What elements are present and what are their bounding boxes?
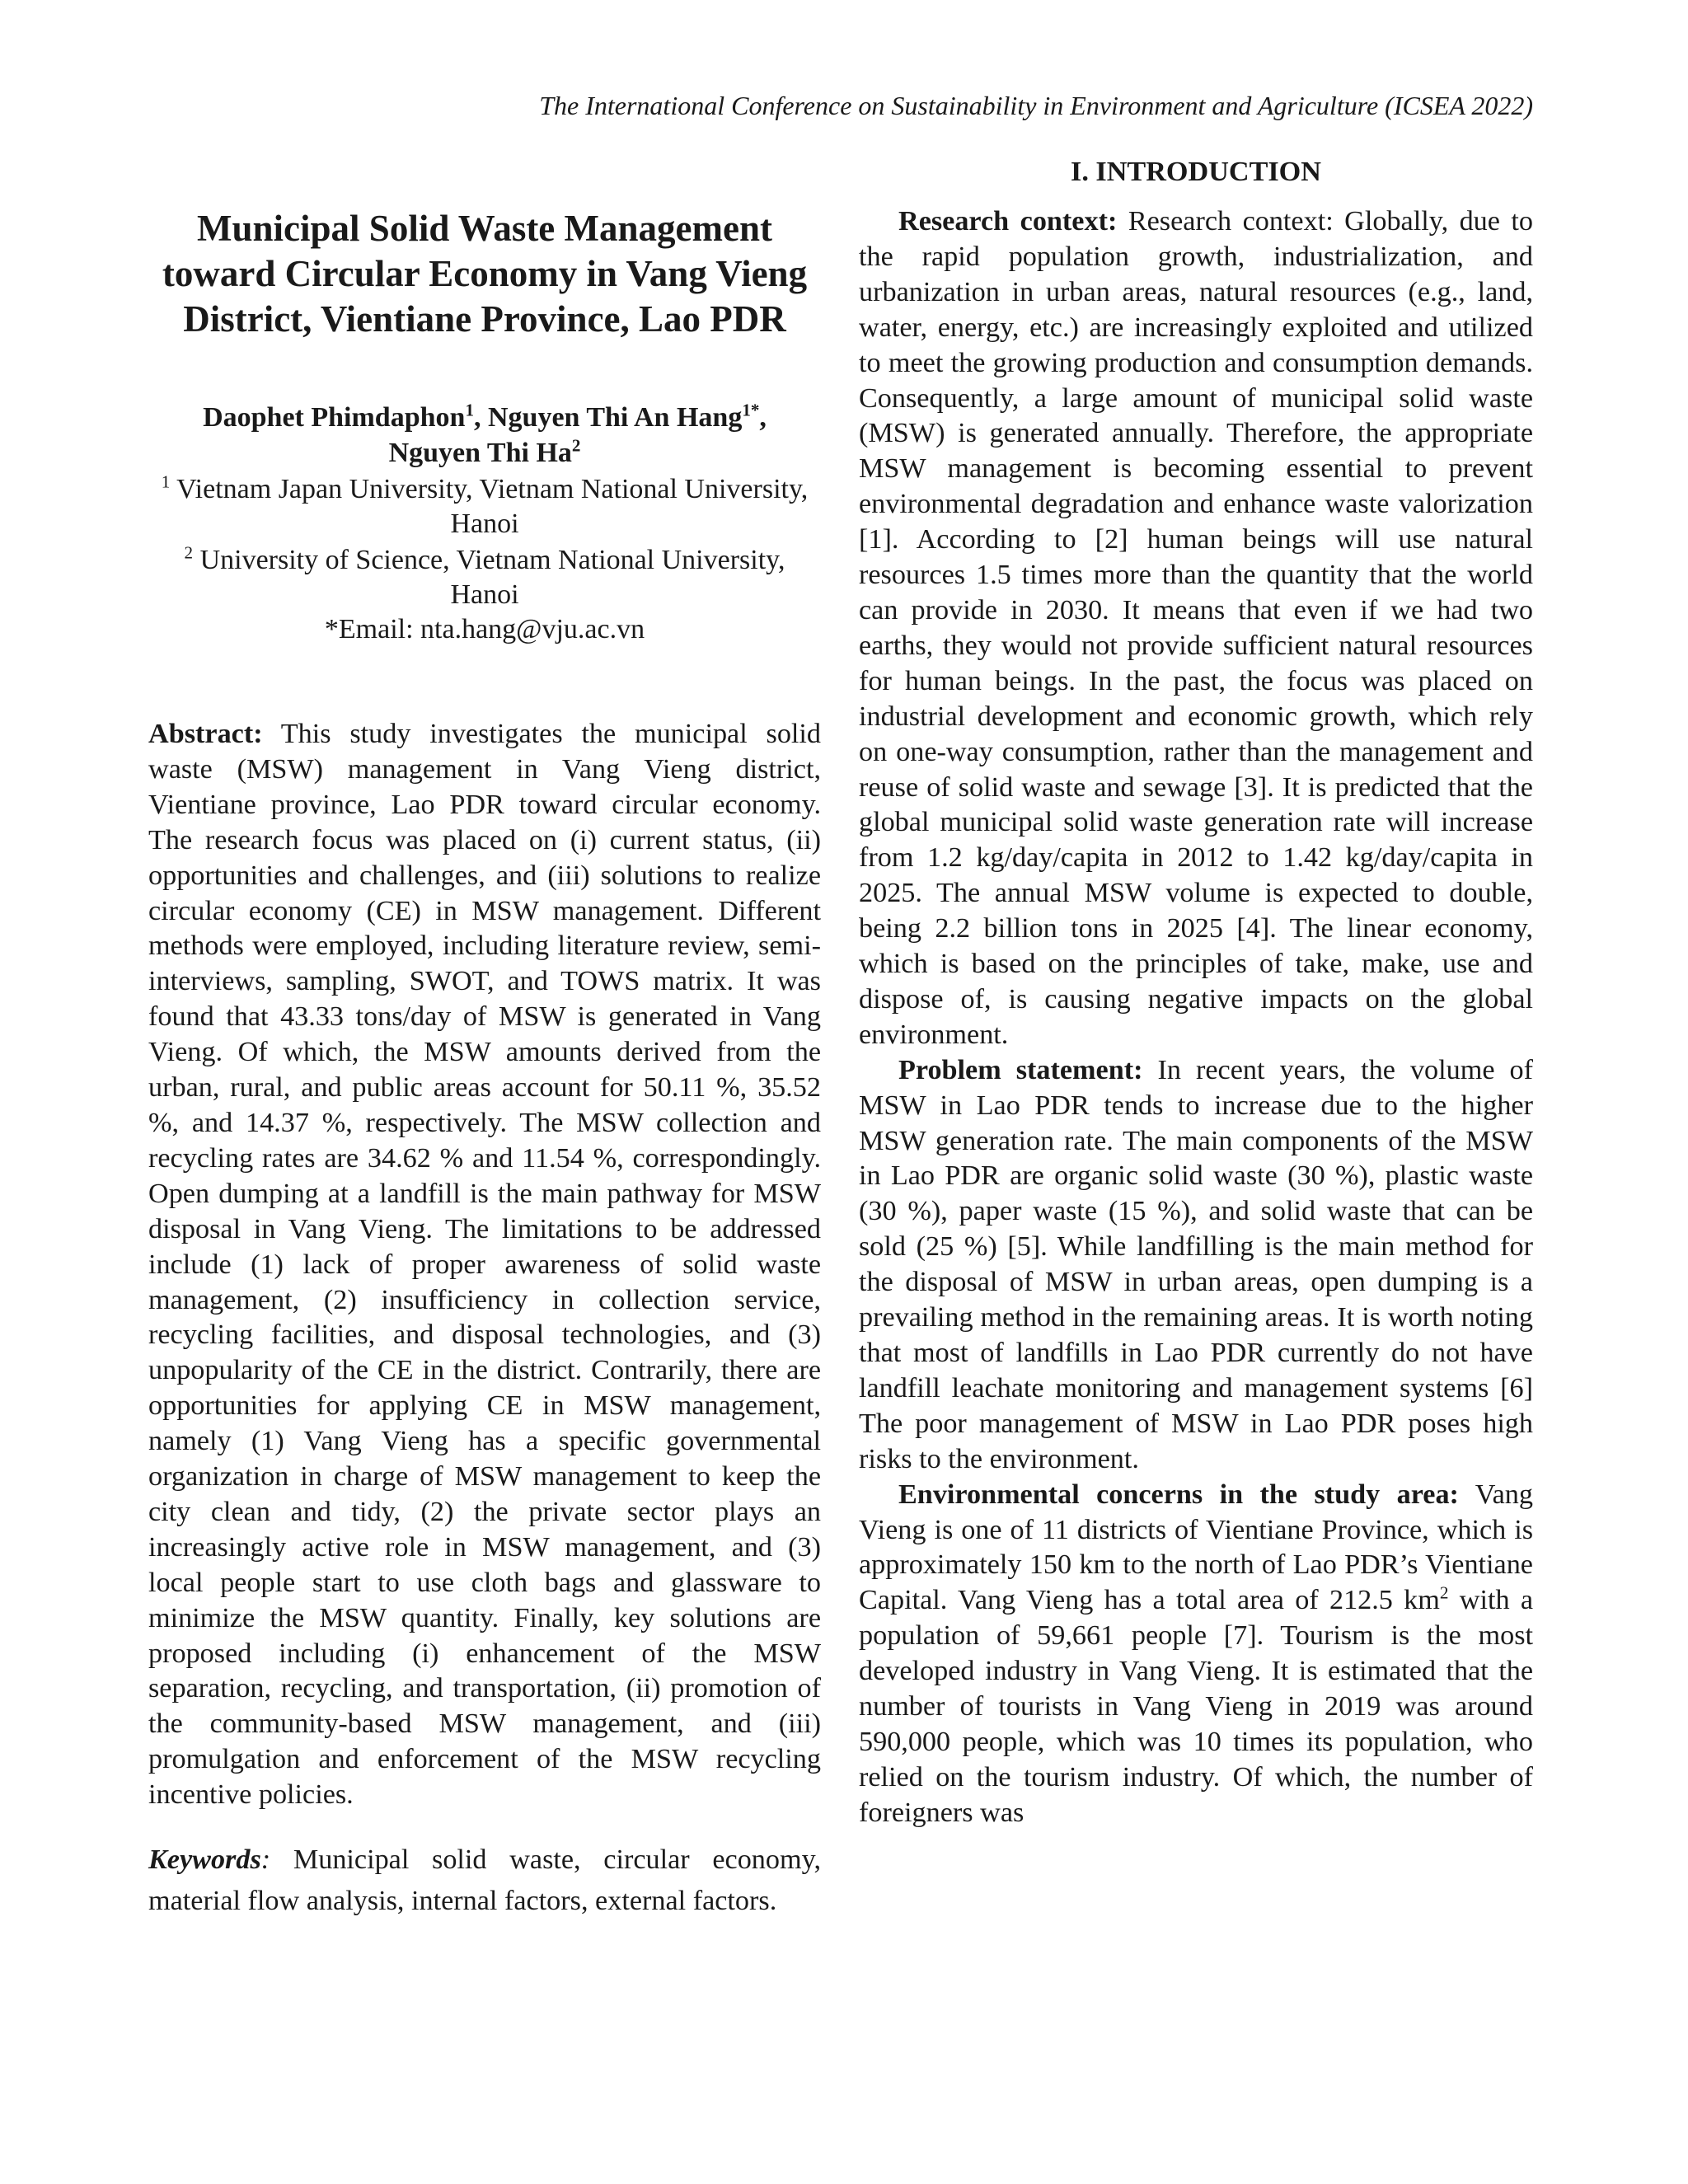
keywords xyxy=(148,1840,821,1922)
affiliation-text: Vietnam Japan University, Vietnam National University, Hanoi xyxy=(170,474,809,539)
intro-paragraph xyxy=(859,204,1533,1053)
author-name: Nguyen Thi Ha xyxy=(388,438,572,468)
author-separator: , xyxy=(759,402,767,433)
abstract xyxy=(148,717,821,1813)
paragraph-text: with a population of 59,661 people [7]. Tourism is the most developed industry in Vang Vieng. It is estimated that the number of tourists in Vang Vieng in 2019 was around 590,000 people, which was 10 times its population, who relied on the tourism industry. Of which, the number of foreigners was xyxy=(859,1585,1533,1828)
author-affiliation-mark: 2 xyxy=(571,435,581,456)
right-column xyxy=(859,155,1533,1831)
affiliation-mark: 1 xyxy=(161,471,171,492)
paragraph-label: Environmental concerns in the study area: xyxy=(898,1479,1459,1510)
affiliation-mark: 2 xyxy=(184,542,194,563)
author-separator: , xyxy=(474,402,488,433)
superscript: 2 xyxy=(1439,1582,1449,1603)
running-header: The International Conference on Sustainability in Environment and Agriculture (ICSEA 2022) xyxy=(539,91,1533,120)
section-heading: I. INTRODUCTION xyxy=(1071,157,1321,187)
affiliation xyxy=(148,543,821,612)
paragraph-text: In recent years, the volume of MSW in Lao PDR tends to increase due to the higher MSW generation rate. The main components of the MSW in Lao PDR are organic solid waste (30 %), plastic waste (30 %), paper waste (15 %), and solid waste that can be sold (25 %) [5]. While landfilling is the main method for the disposal of MSW in urban areas, open dumping is a prevailing method in the remaining areas. It is worth noting that most of landfills in Lao PDR currently do not have landfill leachate monitoring and management systems [6] The poor management of MSW in Lao PDR poses high risks to the environment. xyxy=(859,1054,1533,1474)
keywords-label: Keywords xyxy=(148,1844,261,1876)
author-affiliation-mark: 1 xyxy=(465,400,474,420)
intro-paragraph xyxy=(859,1053,1533,1478)
abstract-text: This study investigates the municipal solid waste (MSW) management in Vang Vieng district, Vientiane province, Lao PDR toward circular economy. The research focus was placed on (i) current status, (ii) opportunities and challenges, and (iii) solutions to realize circular economy (CE) in MSW management. Different methods were employed, including literature review, semi-interviews, sampling, SWOT, and TOWS matrix. It was found that 43.33 tons/day of MSW is generated in Vang Vieng. Of which, the MSW amounts derived from the urban, rural, and public areas account for 50.11 %, 35.52 %, and 14.37 %, respectively. The MSW collection and recycling rates are 34.62 % and 11.54 %, correspondingly. Open dumping at a landfill is the main pathway for MSW disposal in Vang Vieng. The limitations to be addressed include (1) lack of proper awareness of solid waste management, (2) insufficiency in collection service, recycling facilities, and disposal technologies, and (3) unpopularity of the CE in the district. Contrarily, there are opportunities for applying CE in MSW management, namely (1) Vang Vieng has a specific governmental organization in charge of MSW management to keep the city clean and tidy, (2) the private sector plays an increasingly active role in MSW management, and (3) local people start to use cloth bags and glassware to minimize the MSW quantity. Finally, key solutions are proposed including (i) enhancement of the MSW separation, recycling, and transportation, (ii) promotion of the community-based MSW management, and (iii) promulgation and enforcement of the MSW recycling incentive policies. xyxy=(148,719,821,1811)
abstract-label: Abstract: xyxy=(148,719,263,749)
paragraph-label: Problem statement: xyxy=(898,1054,1143,1085)
corresponding-email: *Email: nta.hang@vju.ac.vn xyxy=(324,614,645,644)
paragraph-text: Vang Vieng is one of 11 districts of Vientiane Province, which is approximately 150 km to the north of Lao PDR’s Vientiane Capital. Vang Vieng has a total area of 212.5 km xyxy=(859,1479,1533,1616)
keywords-colon: : xyxy=(260,1844,271,1876)
author-name: Nguyen Thi An Hang xyxy=(488,402,743,433)
keywords-text: Municipal solid waste, circular economy, material flow analysis, internal factors, external factors. xyxy=(148,1844,821,1917)
left-column xyxy=(148,155,821,1922)
paper-title: Municipal Solid Waste Management toward Circular Economy in Vang Vieng District, Vientiane Province, Lao PDR xyxy=(162,208,808,340)
intro-paragraph xyxy=(859,1478,1533,1831)
author-affiliation-mark: 1* xyxy=(742,400,760,420)
author-list xyxy=(148,400,821,471)
affiliation-text: University of Science, Vietnam National University, Hanoi xyxy=(193,545,785,610)
affiliation xyxy=(148,472,821,541)
author-name: Daophet Phimdaphon xyxy=(203,402,466,433)
paragraph-text: Research context: Globally, due to the rapid population growth, industrialization, and urbanization in urban areas, natural resources (e.g., land, water, energy, etc.) are increasingly exploited and utilized to meet the growing production and consumption demands. Consequently, a large amount of municipal solid waste (MSW) is generated annually. Therefore, the appropriate MSW management is becoming essential to prevent environmental degradation and enhance waste valorization [1]. According to [2] human beings will use natural resources 1.5 times more than the quantity that the world can provide in 2030. It means that even if we had two earths, they would not provide sufficient natural resources for human beings. In the past, the focus was placed on industrial development and economic growth, which rely on one-way consumption, rather than the management and reuse of solid waste and sewage [3]. It is predicted that the global municipal solid waste generation rate will increase from 1.2 kg/day/capita in 2012 to 1.42 kg/day/capita in 2025. The annual MSW volume is expected to double, being 2.2 billion tons in 2025 [4]. The linear economy, which is based on the principles of take, make, use and dispose of, is causing negative impacts on the global environment. xyxy=(859,206,1534,1050)
paragraph-label: Research context: xyxy=(898,206,1118,237)
